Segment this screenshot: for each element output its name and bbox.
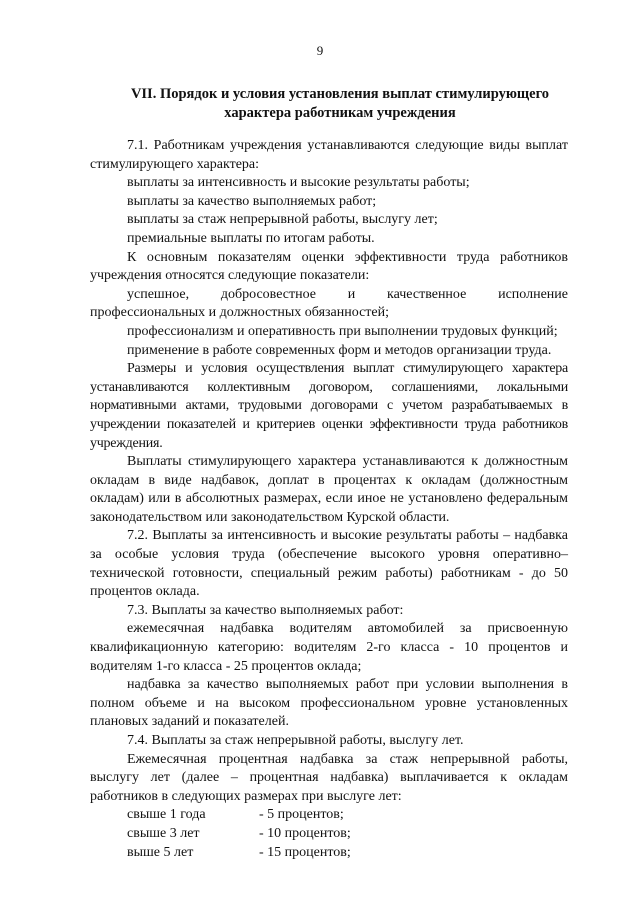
paragraph-indicators: К основным показателям оценки эффективности труда работников учреждения относятся следующие показатели: [90,249,568,284]
section-heading [100,85,580,123]
seniority-row [90,806,568,825]
section-heading-line-2: характера работникам учреждения [224,105,456,121]
section-heading-line-1: VII. Порядок и условия установления выплат стимулирующего [130,86,550,102]
paragraph-seniority-allowance: Ежемесячная процентная надбавка за стаж непрерывной работы, выслугу лет (далее – процентная надбавка) выплачивается к окладам работников в следующих размерах при выслуге лет: [90,751,568,804]
indicator-modern-methods: применение в работе современных форм и методов организации труда. [127,342,552,358]
seniority-rate: - 15 процентов; [259,844,351,860]
list-item-quality: выплаты за качество выполняемых работ; [127,193,377,209]
list-item-intensity: выплаты за интенсивность и высокие результаты работы; [127,175,470,191]
paragraph-quality-allowance: надбавка за качество выполняемых работ при условии выполнения в полном объеме и на высоком профессиональном уровне установленных плановых заданий и показателей. [90,677,568,730]
paragraph-driver-allowance: ежемесячная надбавка водителям автомобилей за присвоенную квалификационную категорию: водителям 2-го класса - 10 процентов и водителям 1-го класса - 25 процентов оклада; [90,621,568,674]
seniority-row [90,844,568,863]
paragraph-7-2: 7.2. Выплаты за интенсивность и высокие результаты работы – надбавка за особые условия труда (обеспечение высокого уровня оперативно–технической готовности, специальный режим работы) работникам - до 50 процентов оклада. [90,528,568,600]
seniority-rate-table [90,806,568,862]
list-item-bonuses: премиальные выплаты по итогам работы. [127,230,375,246]
paragraph-7-1: 7.1. Работникам учреждения устанавливаются следующие виды выплат стимулирующего характера: [90,138,568,172]
seniority-rate: - 5 процентов; [259,807,344,823]
paragraph-7-3: 7.3. Выплаты за качество выполняемых работ: [127,602,404,618]
paragraph-7-4: 7.4. Выплаты за стаж непрерывной работы, выслугу лет. [127,733,464,748]
seniority-period: выше 5 лет [127,844,194,860]
seniority-period: свыше 3 лет [127,825,200,841]
seniority-period: свыше 1 года [127,807,206,823]
seniority-rate: - 10 процентов; [259,825,351,841]
paragraph-payment-form: Выплаты стимулирующего характера устанавливаются к должностным окладам в виде надбавок, доплат в процентах к окладам (должностным окладам) или в абсолютных размерах, если иное не установлено федеральным законодательством или законодательством Курской области. [90,454,568,525]
list-item-seniority: выплаты за стаж непрерывной работы, выслугу лет; [127,212,438,228]
document-body [90,137,568,862]
paragraph-sizes-conditions: Размеры и условия осуществления выплат стимулирующего характера устанавливаются коллективным договором, соглашениями, локальными нормативными актами, трудовыми договорами с учетом разрабатываемых в учреждении показателей и критериев оценки эффективности труда работников учреждения. [90,361,568,451]
indicator-professionalism: профессионализм и оперативность при выполнении трудовых функций; [127,323,558,339]
page-number: 9 [316,43,324,58]
indicator-diligence: успешное, добросовестное и качественное исполнение профессиональных и должностных обязанностей; [90,286,568,321]
seniority-row [90,825,568,844]
